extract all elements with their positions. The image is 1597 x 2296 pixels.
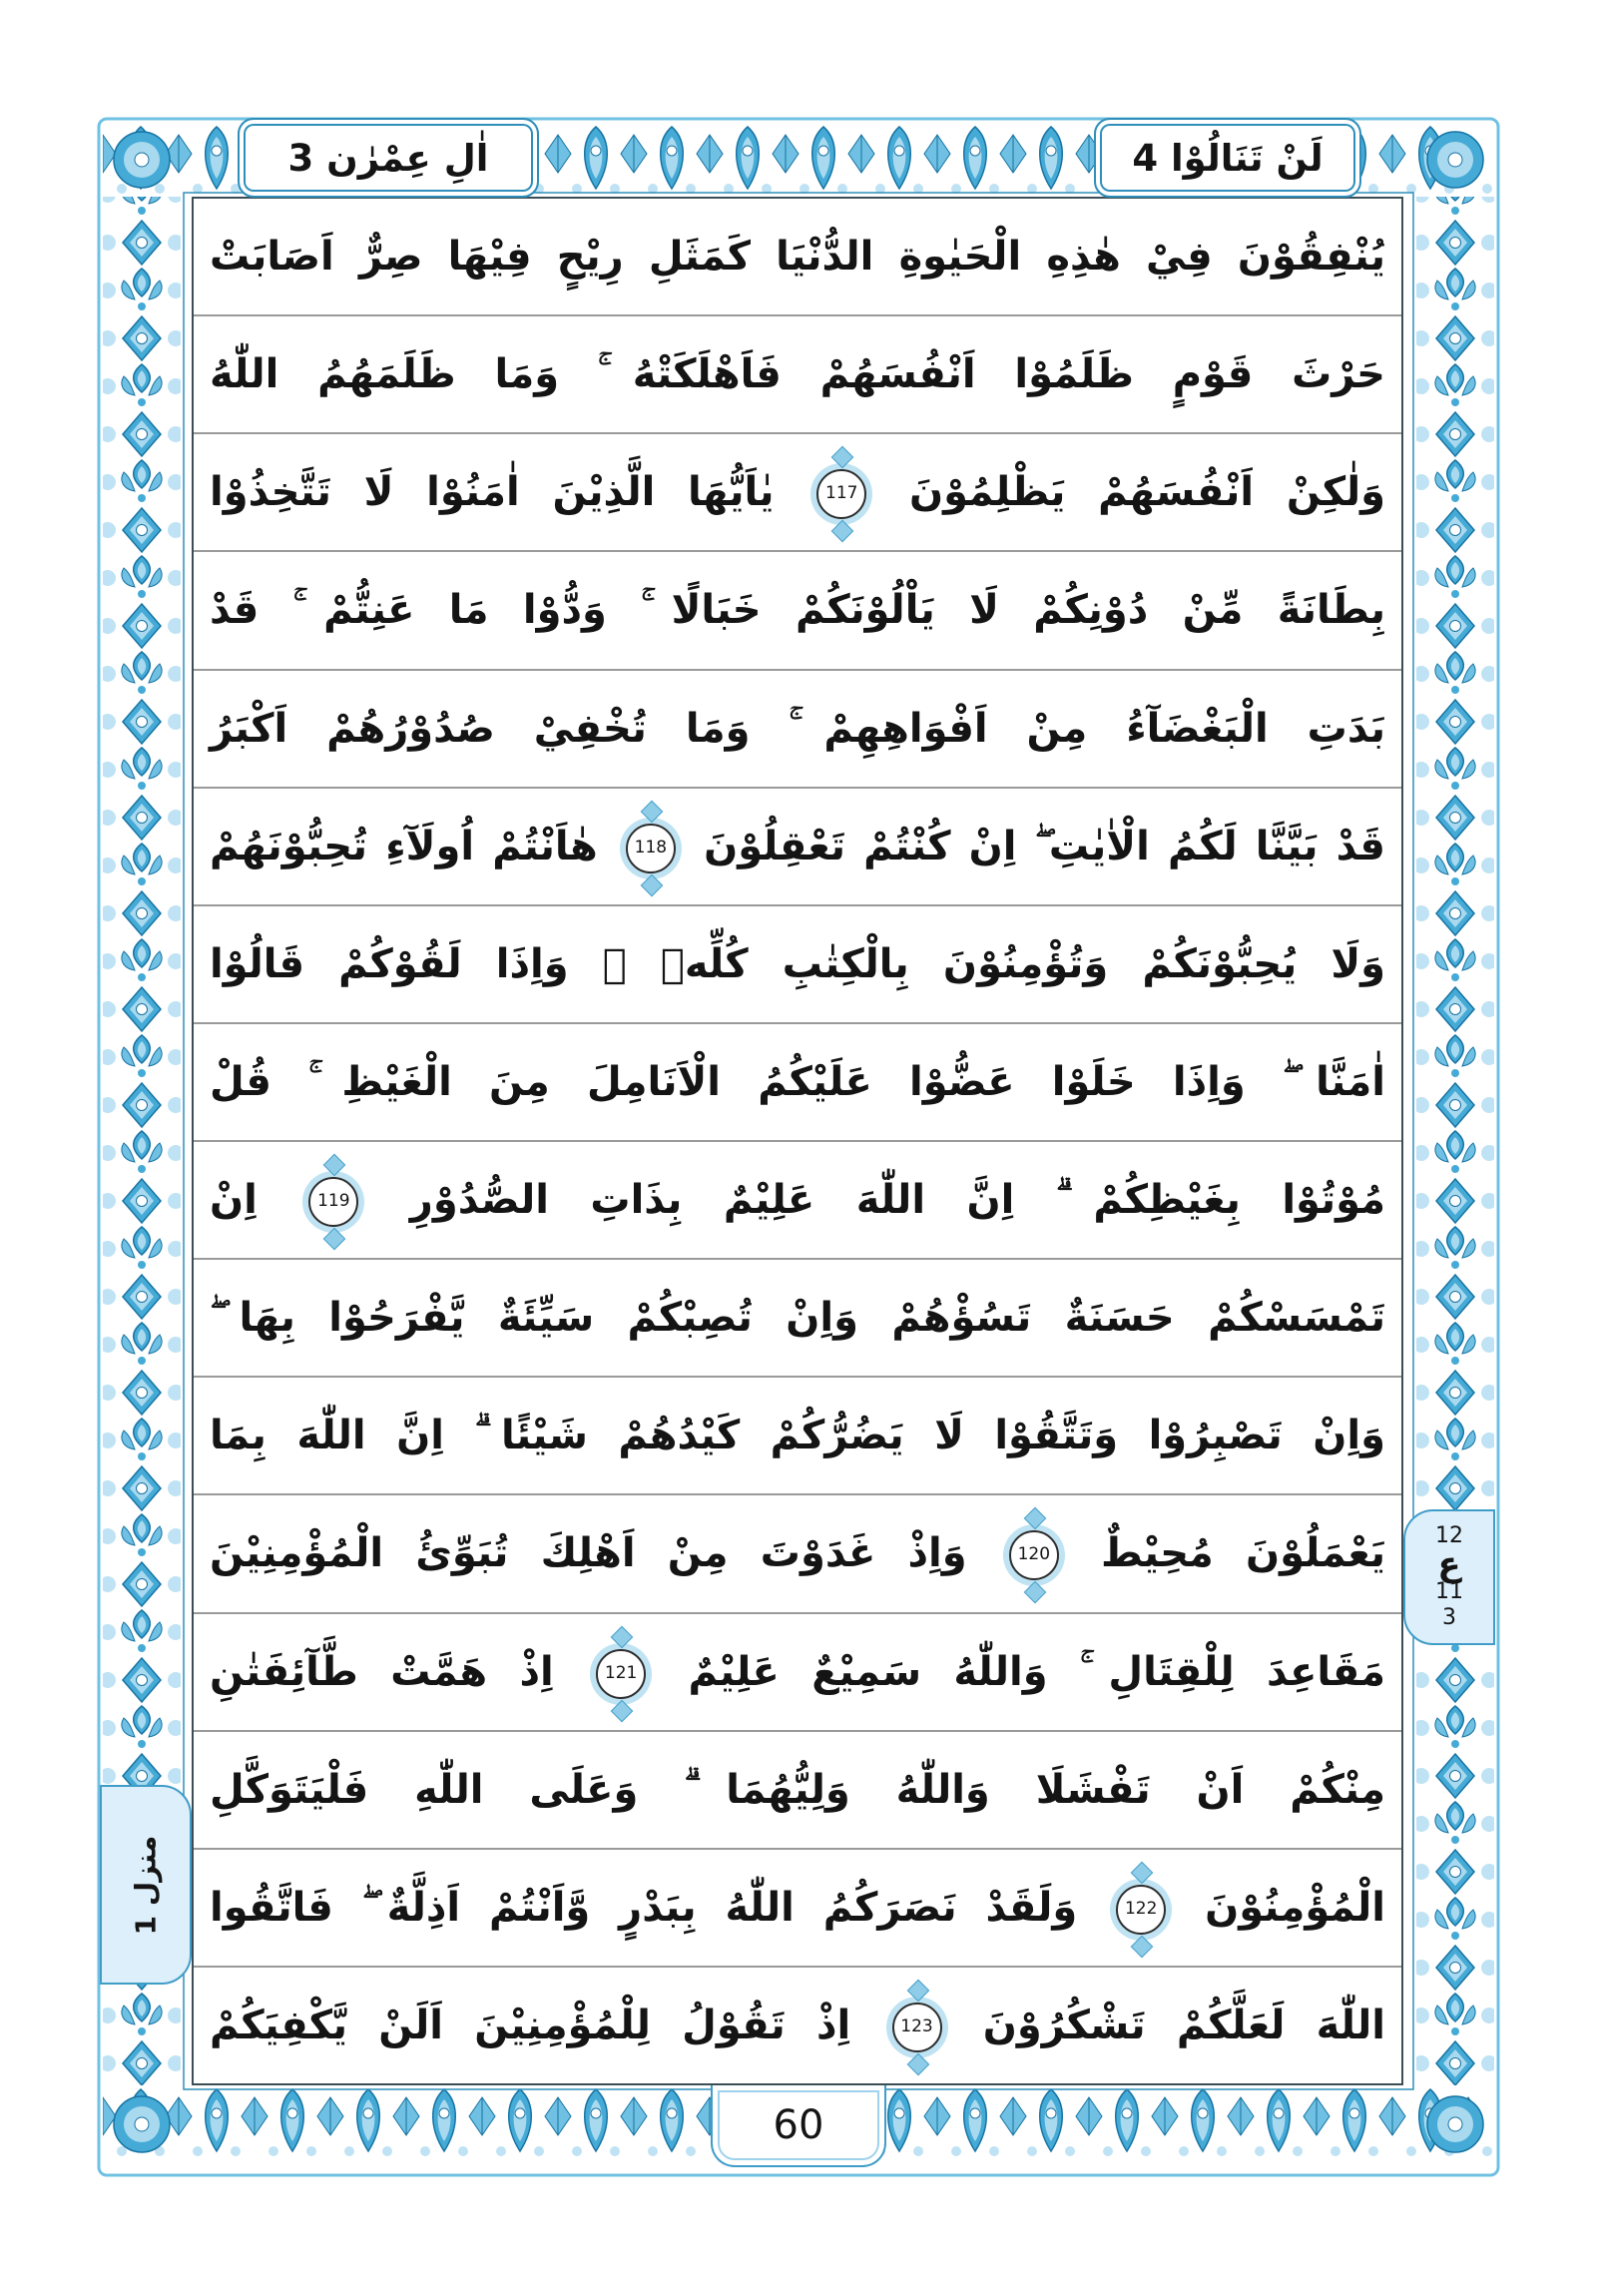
quran-line: [194, 434, 1401, 552]
ayah-text: مِنْكُمْ اَنْ تَفْشَلَا وَاللّٰهُ وَلِيُّهُمَا ۗ وَعَلَى اللّٰهِ فَلْيَتَوَكَّلِ: [210, 1766, 1385, 1813]
verse-number: 121: [604, 1662, 638, 1683]
quran-line: [194, 1024, 1401, 1142]
page-number: 60: [773, 2102, 824, 2148]
ayah-text: بَدَتِ الْبَغْضَآءُ مِنْ اَفْوَاهِهِمْ ۚ وَمَا تُخْفِيْ صُدُوْرُهُمْ اَكْبَرُ: [210, 705, 1385, 752]
ayah-text: قَدْ بَيَّنَّا لَكُمُ الْاٰيٰتِ ۖ اِنْ كُنْتُمْ تَعْقِلُوْنَ: [704, 823, 1385, 869]
juz-name-label: لَنْ تَنَالُوْا 4: [1132, 136, 1324, 180]
ayah-text: وَلَا يُحِبُّوْنَكُمْ وَتُؤْمِنُوْنَ بِالْكِتٰبِ كُلِّهٖ ۚ وَاِذَا لَقُوْكُمْ قَالُوْا: [210, 940, 1385, 987]
ayah-text: اِنْ: [210, 1177, 258, 1223]
ayah-text: وَلَقَدْ نَصَرَكُمُ اللّٰهُ بِبَدْرٍ وَّاَنْتُمْ اَذِلَّةٌ ۖ فَاتَّقُوا: [210, 1884, 1078, 1931]
juz-name-cartouche: [1094, 118, 1361, 198]
verse-number: 118: [634, 837, 668, 858]
quran-line: [194, 552, 1401, 670]
quran-line: [194, 1732, 1401, 1850]
ayah-text: وَلٰكِنْ اَنْفُسَهُمْ يَظْلِمُوْنَ: [909, 469, 1385, 516]
quran-line: [194, 1378, 1401, 1495]
ruku-extra-number: 3: [1442, 1605, 1456, 1630]
ruku-surah-count: 11: [1435, 1579, 1463, 1604]
verse-end-medallion: [1009, 1530, 1059, 1580]
manzil-label: منزل 1: [129, 1835, 163, 1935]
manzil-marker-tab: [100, 1785, 192, 1985]
verse-end-medallion: [308, 1177, 358, 1227]
ayah-text: تَمْسَسْكُمْ حَسَنَةٌ تَسُؤْهُمْ وَاِنْ تُصِبْكُمْ سَيِّئَةٌ يَّفْرَحُوْا بِهَا ۖ: [210, 1295, 1385, 1342]
quran-text-area: [192, 197, 1403, 2085]
quran-line: [194, 1968, 1401, 2083]
ayah-text: حَرْثَ قَوْمٍ ظَلَمُوْا اَنْفُسَهُمْ فَاَهْلَكَتْهُ ۚ وَمَا ظَلَمَهُمُ اللّٰهُ: [210, 351, 1385, 398]
verse-number: 122: [1124, 1898, 1158, 1919]
verse-number: 119: [317, 1191, 350, 1211]
ayah-text: هٰاَنْتُمْ اُولَآءِ تُحِبُّوْنَهُمْ: [210, 823, 598, 869]
verse-end-medallion: [892, 2003, 942, 2052]
verse-number: 123: [900, 2015, 933, 2036]
ayah-text: وَاِذْ غَدَوْتَ مِنْ اَهْلِكَ تُبَوِّئُ الْمُؤْمِنِيْنَ: [210, 1530, 967, 1577]
verse-end-medallion: [596, 1649, 646, 1699]
surah-name-label: اٰلِ عِمْرٰن 3: [287, 136, 489, 180]
quran-line: [194, 1142, 1401, 1260]
ayah-text: اٰمَنَّا ۖ وَاِذَا خَلَوْا عَضُّوْا عَلَيْكُمُ الْاَنَامِلَ مِنَ الْغَيْظِ ۚ قُلْ: [210, 1058, 1385, 1105]
surah-name-cartouche: [238, 118, 539, 198]
ayah-text: يَعْمَلُوْنَ مُحِيْطٌ: [1101, 1530, 1385, 1577]
quran-line: [194, 1495, 1401, 1613]
quran-line: [194, 316, 1401, 434]
ayah-text: الْمُؤْمِنُوْنَ: [1205, 1884, 1385, 1931]
quran-line: [194, 906, 1401, 1024]
quran-line: [194, 1260, 1401, 1378]
ayah-text: اِذْ تَقُوْلُ لِلْمُؤْمِنِيْنَ اَلَنْ يَّكْفِيَكُمْ: [210, 2002, 851, 2048]
quran-line: [194, 789, 1401, 906]
ayah-text: اللّٰهَ لَعَلَّكُمْ تَشْكُرُوْنَ: [982, 2002, 1385, 2048]
quran-line: [194, 671, 1401, 789]
quran-line: [194, 1850, 1401, 1968]
ruku-ain-symbol: ع: [1437, 1544, 1461, 1584]
ayah-text: بِطَانَةً مِّنْ دُوْنِكُمْ لَا يَاْلُوْنَكُمْ خَبَالًا ۚ وَدُّوْا مَا عَنِتُّمْ ۚ قَدْ: [210, 587, 1385, 634]
ayah-text: مُوْتُوْا بِغَيْظِكُمْ ۗ اِنَّ اللّٰهَ عَلِيْمٌ بِذَاتِ الصُّدُوْرِ: [409, 1177, 1385, 1223]
verse-end-medallion: [626, 824, 676, 873]
ayah-text: اِذْ هَمَّتْ طَّآئِفَتٰنِ: [210, 1648, 554, 1695]
quran-line: [194, 199, 1401, 316]
verse-end-medallion: [816, 469, 866, 519]
verse-end-medallion: [1116, 1885, 1166, 1935]
verse-number: 120: [1017, 1544, 1051, 1565]
ruku-marker-tab: [1403, 1509, 1495, 1645]
ayah-text: يُنْفِقُوْنَ فِيْ هٰذِهِ الْحَيٰوةِ الدُّنْيَا كَمَثَلِ رِيْحٍ فِيْهَا صِرٌّ اَصَابَتْ: [210, 234, 1385, 280]
verse-number: 117: [825, 483, 858, 504]
page-number-tab: [711, 2085, 886, 2167]
ayah-text: مَقَاعِدَ لِلْقِتَالِ ۚ وَاللّٰهُ سَمِيْعٌ عَلِيْمٌ: [688, 1648, 1385, 1695]
ayah-text: يٰاَيُّهَا الَّذِيْنَ اٰمَنُوْا لَا تَتَّخِذُوْا: [210, 469, 775, 516]
ruku-juz-count: 12: [1435, 1523, 1463, 1548]
ayah-text: وَاِنْ تَصْبِرُوْا وَتَتَّقُوْا لَا يَضُرُّكُمْ كَيْدُهُمْ شَيْئًا ۗ اِنَّ اللّٰهَ بِمَا: [210, 1413, 1385, 1459]
quran-line: [194, 1614, 1401, 1732]
